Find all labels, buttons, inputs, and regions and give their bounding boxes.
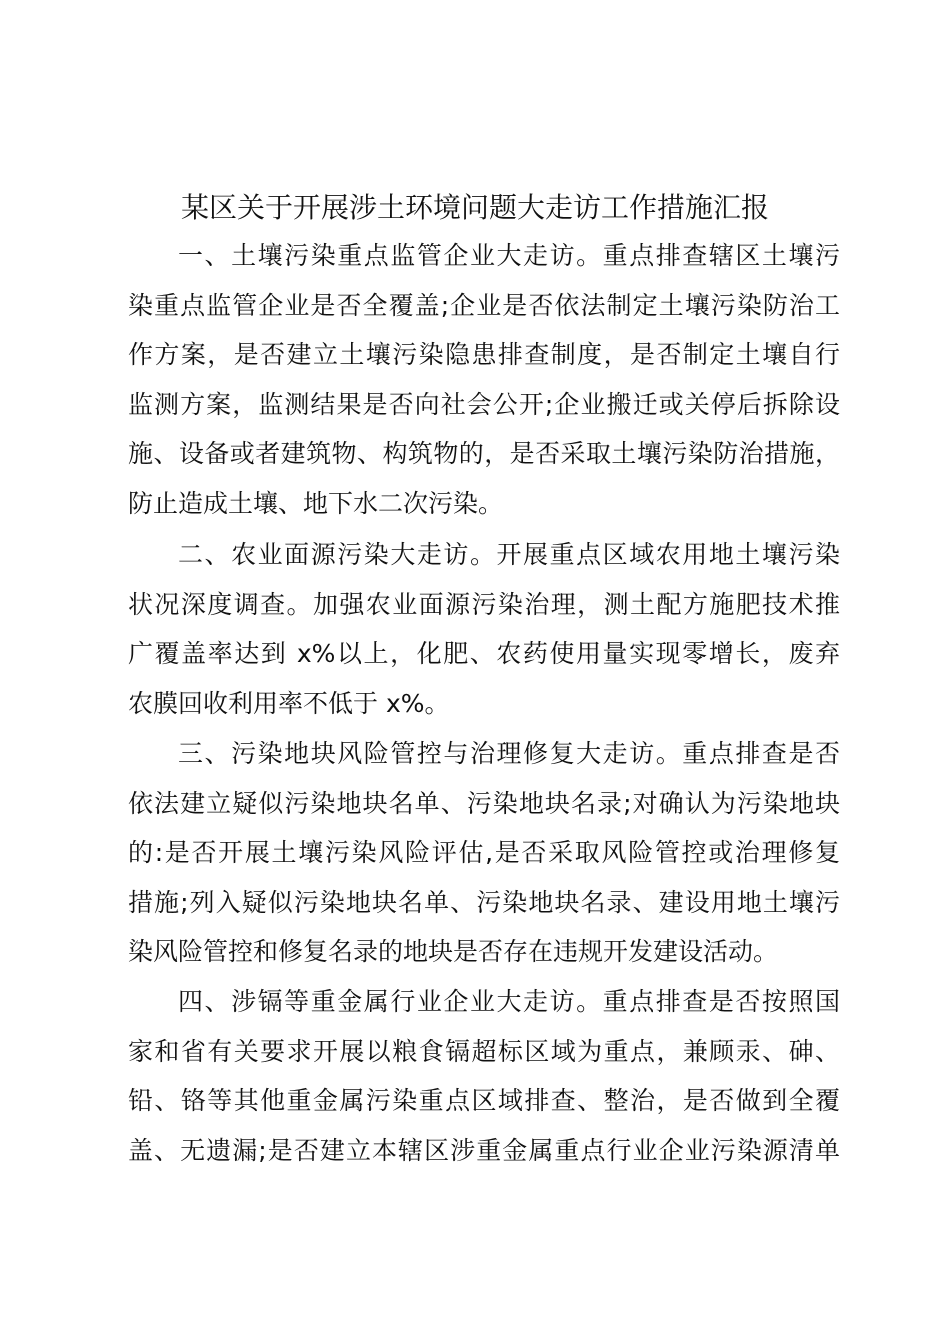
paragraph-line: 防止造成土壤、地下水二次污染。	[128, 488, 504, 518]
paragraph-line: 作方案，是否建立土壤污染隐患排查制度，是否制定土壤自行	[128, 340, 840, 369]
paragraph-line: 措施;列入疑似污染地块名单、污染地块名录、建设用地土壤污	[128, 887, 840, 917]
paragraph-line: 状况深度调查。加强农业面源污染治理，测土配方施肥技术推	[128, 589, 840, 619]
paragraph-heavy-metals	[128, 977, 840, 1175]
paragraph-line: 四、涉镉等重金属行业企业大走访。重点排查是否按照国	[178, 987, 840, 1016]
paragraph-line: 农膜回收利用率不低于 x%。	[128, 688, 450, 718]
paragraph-line: 铅、铬等其他重金属污染重点区域排查、整治，是否做到全覆	[128, 1086, 840, 1115]
paragraph-agricultural-pollution	[128, 530, 840, 728]
paragraph-line: 二、农业面源污染大走访。开展重点区域农用地土壤污染	[178, 540, 840, 569]
paragraph-line: 监测方案，监测结果是否向社会公开;企业搬迁或关停后拆除设	[128, 389, 840, 419]
paragraph-line: 施、设备或者建筑物、构筑物的，是否采取土壤污染防治措施，	[128, 439, 840, 468]
paragraph-line: 广覆盖率达到 x%以上，化肥、农药使用量实现零增长，废弃	[128, 639, 840, 668]
paragraph-line: 家和省有关要求开展以粮食镉超标区域为重点，兼顾汞、砷、	[128, 1036, 840, 1066]
paragraph-line: 一、土壤污染重点监管企业大走访。重点排查辖区土壤污	[178, 241, 840, 270]
paragraph-line: 染重点监管企业是否全覆盖;企业是否依法制定土壤污染防治工	[128, 290, 840, 320]
document-title: 某区关于开展涉土环境问题大走访工作措施汇报	[180, 191, 769, 224]
paragraph-line: 依法建立疑似污染地块名单、污染地块名录;对确认为污染地块	[128, 788, 840, 818]
paragraph-soil-enterprises	[128, 231, 840, 528]
paragraph-line: 盖、无遗漏;是否建立本辖区涉重金属重点行业企业污染源清单	[128, 1135, 840, 1165]
paragraph-line: 染风险管控和修复名录的地块是否存在违规开发建设活动。	[128, 937, 779, 966]
paragraph-line: 的:是否开展土壤污染风险评估,是否采取风险管控或治理修复	[128, 838, 840, 867]
paragraph-line: 三、污染地块风险管控与治理修复大走访。重点排查是否	[178, 739, 840, 768]
paragraph-contaminated-land	[128, 729, 840, 977]
